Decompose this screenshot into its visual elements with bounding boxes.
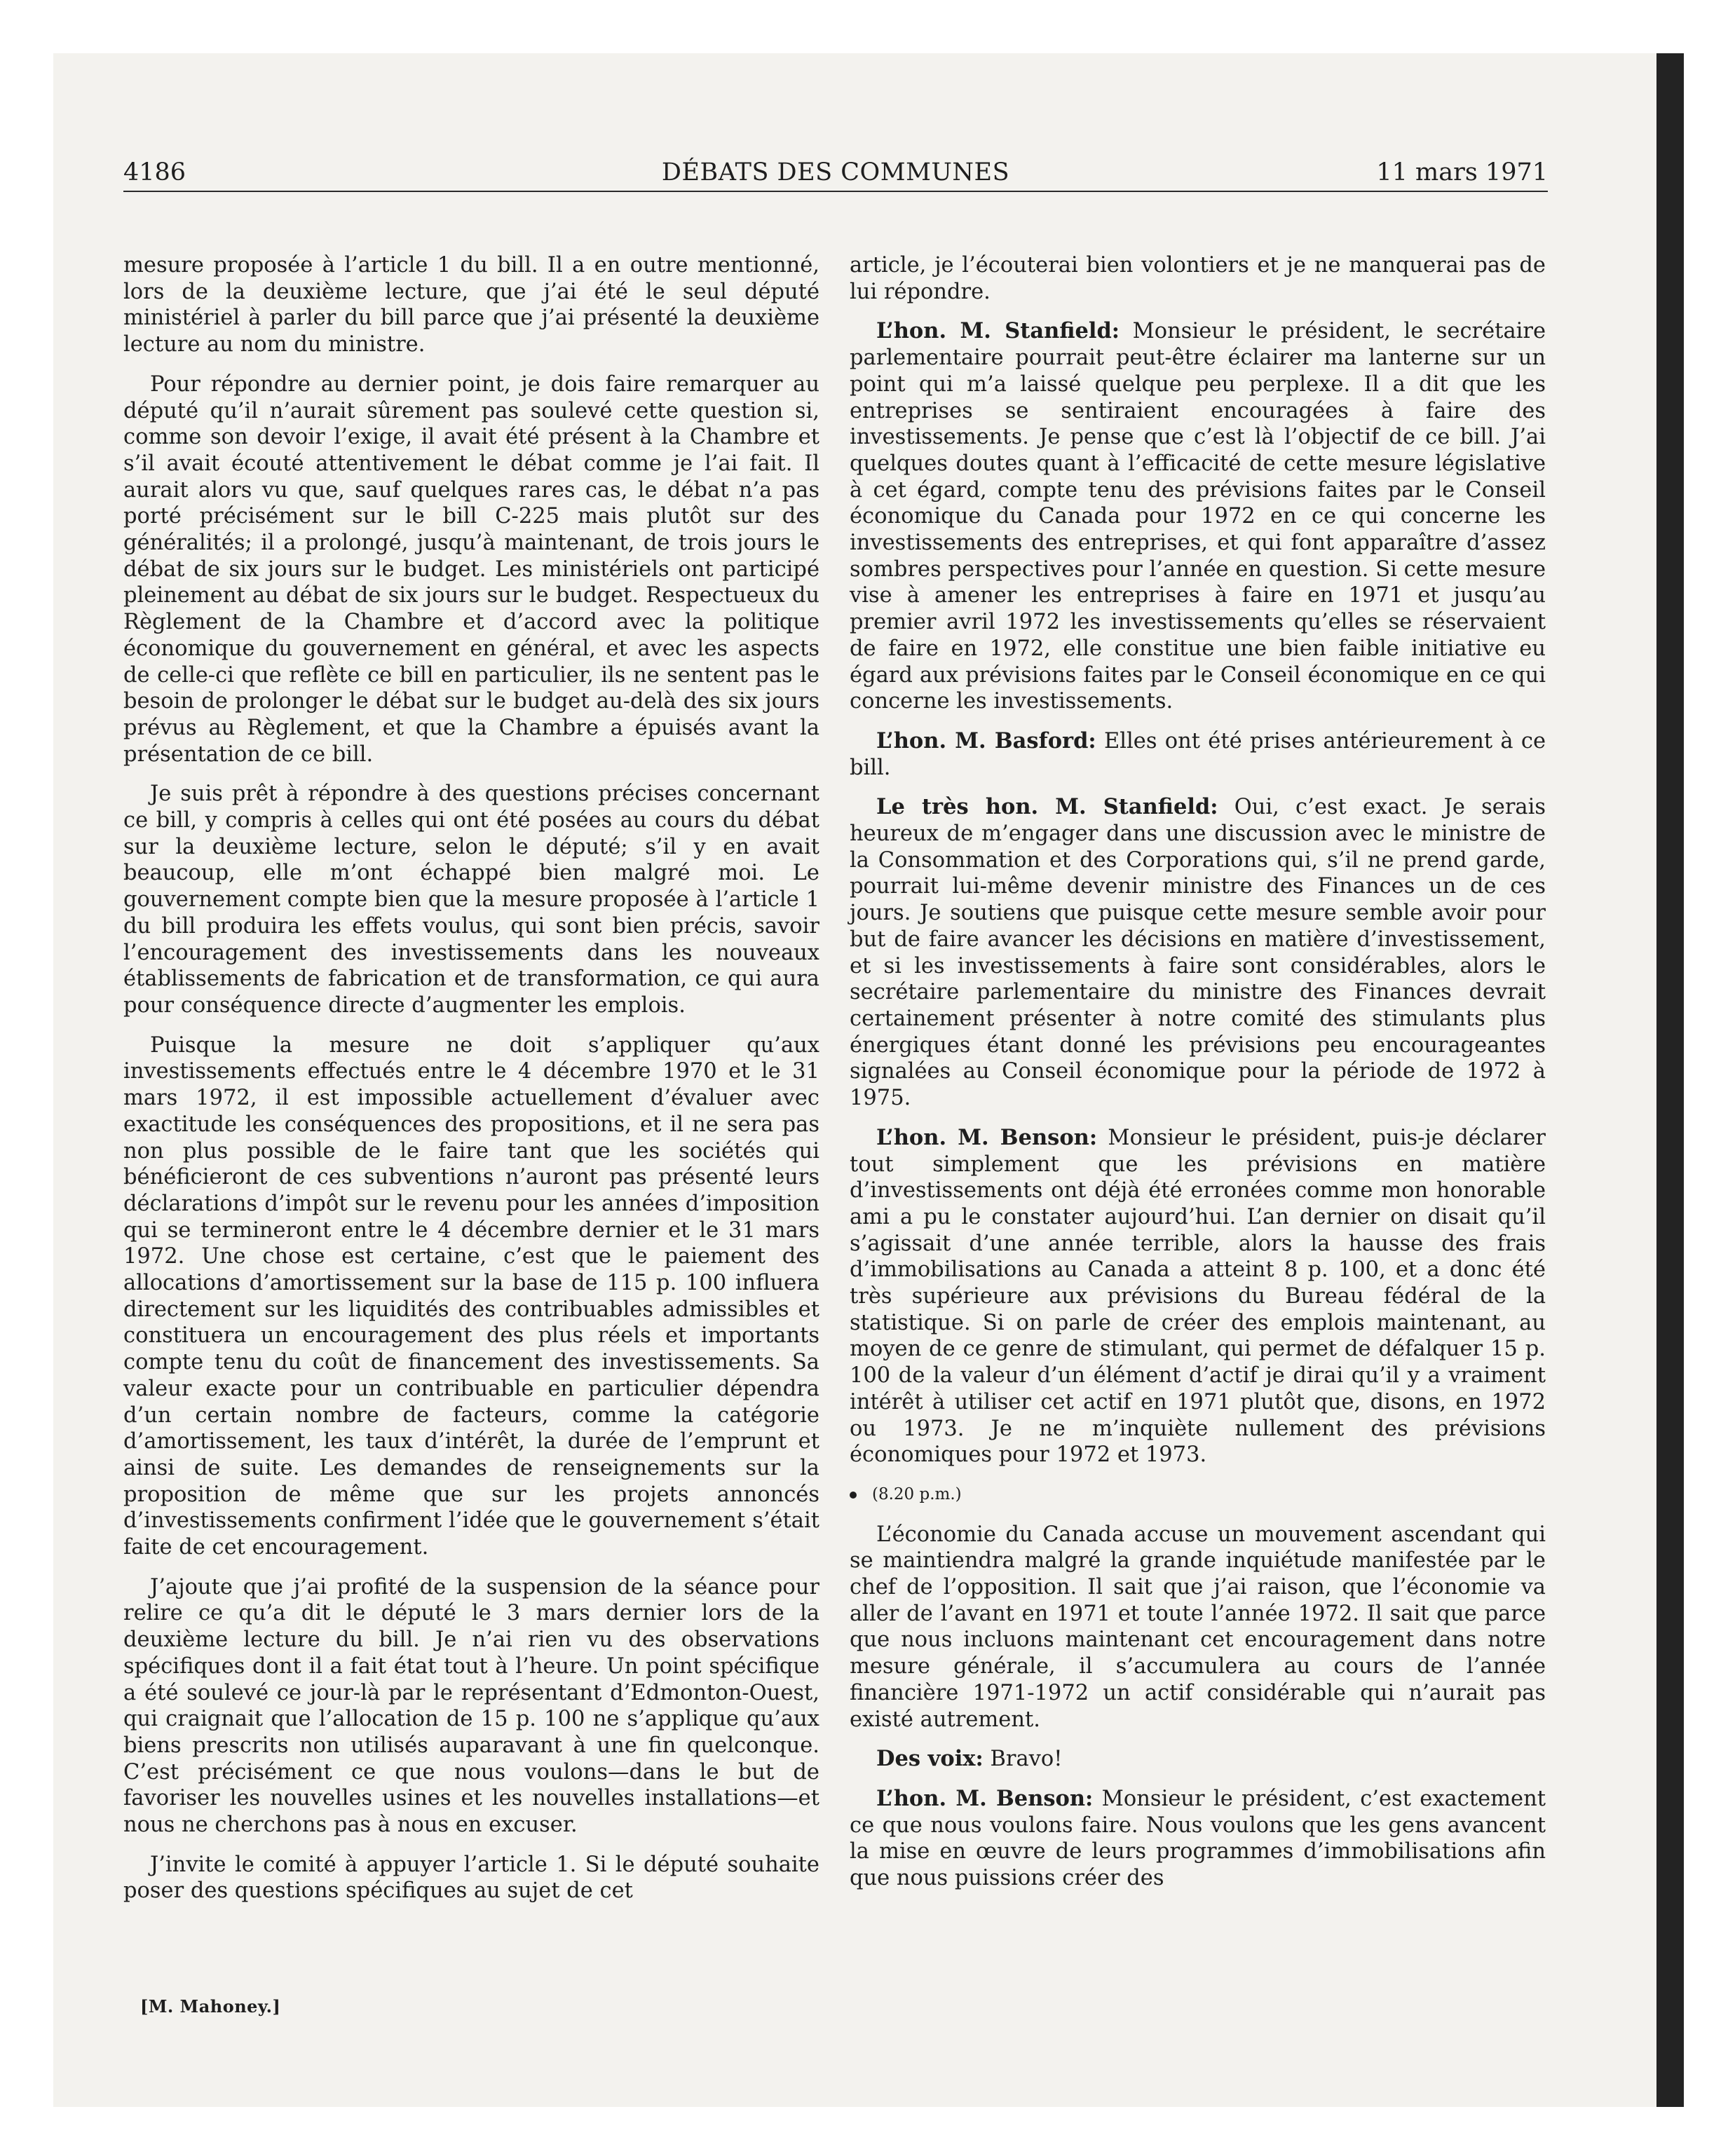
speaker-name: L’hon. M. Basford: [876,728,1096,753]
paragraph [850,252,1546,305]
speaker-name: L’hon. M. Benson: [876,1124,1098,1150]
left-column [123,252,819,1918]
time-marker [850,1482,1546,1508]
paragraph: Je suis prêt à répondre à des questions précises concernant ce bill, y compris à celles qui ont été posées au cours du débat sur la deuxième lecture, selon le député; s’il y en avait beaucoup, elle m’ont échappé bien malgré moi. Le gouvernement compte bien que la mesure proposée à l’article 1 du bill produira les effets voulus, qui sont bien précis, savoir l’encouragement des investissements dans les nouveaux établissements de fabrication et de transformation, ce qui aura pour conséquence directe d’augmenter les emplois. [123,782,819,1018]
speech-text: Oui, c’est exact. Je serais heureux de m’engager dans une discussion avec le ministre de la Consommation et des Corporations qui, s’il ne prend garde, pourrait lui-même devenir ministre des Finances un de ces jours. Je soutiens que puisque cette mesure semble avoir pour but de faire avancer les décisions en matière d’investissement, et si les investissements à faire sont considérables, alors le secrétaire parlementaire du ministre des Finances devrait certainement présenter à notre comité des stimulants plus énergiques étant donné les prévisions peu encourageantes signalées au Conseil économique pour la période de 1972 à 1975. [850,795,1546,1111]
issue-date: 11 mars 1971 [1376,158,1548,186]
speech-text: Monsieur le président, le secrétaire parlementaire pourrait peut-être éclairer ma lanterne sur un point qui m’a laissé quelque peu perplexe. Il a dit que les entreprises se sentiraient encouragées à faire des investissements. Je pense que c’est là l’objectif de ce bill. J’ai quelques doutes quant à l’efficacité de cette mesure législative à cet égard, compte tenu des prévisions faites par le Conseil économique du Canada pour 1972 en ce qui concerne les investissements des entreprises, et qui font apparaître d’assez sombres perspectives pour l’année en question. Si cette mesure vise à amener les entreprises à faire en 1971 et jusqu’au premier avril 1972 les investissements qu’elles se réservaient de faire en 1972, elle constitue une bien faible initiative eu égard aux prévisions faites par le Conseil économique en ce qui concerne les investissements. [850,319,1546,714]
timestamp-text: (8.20 p.m.) [872,1485,962,1503]
speech-text: Elles ont été prises antérieurement à ce bill. [850,728,1546,780]
paragraph-text: L’économie du Canada accuse un mouvement ascendant qui se maintiendra malgré la grande inquiétude manifestée par le chef de l’opposition. Il sait que j’ai raison, que l’économie va aller de l’avant en 1971 et toute l’année 1972. Il sait que parce que nous incluons maintenant cet encouragement dans notre mesure générale, il s’accumulera au cours de l’année financière 1971-1972 un actif considérable qui n’aurait pas existé autrement. [850,1522,1546,1732]
speech-text: Monsieur le président, puis-je déclarer tout simplement que les prévisions en matière d’investissements ont déjà été erronées comme mon honorable ami a pu le constater aujourd’hui. L’an dernier on disait qu’il s’agissait d’une année terrible, alors la hausse des frais d’immobilisations au Canada a atteint 8 p. 100, et a donc été très supérieure aux prévisions du Bureau fédéral de la statistique. Si on parle de créer des emplois maintenant, au moyen de ce genre de stimulant, qui permet de défalquer 15 p. 100 de la valeur d’un élément d’actif je dirai qu’il y a vraiment intérêt à utiliser cet actif en 1971 plutôt que, disons, en 1972 ou 1973. Je ne m’inquiète nullement des prévisions économiques pour 1972 et 1973. [850,1125,1546,1468]
paragraph: Puisque la mesure ne doit s’appliquer qu’aux investissements effectués entre le 4 décembre 1970 et le 31 mars 1972, il est impossible actuellement d’évaluer avec exactitude les conséquences des propositions, et il ne sera pas non plus possible de le faire tant que les sociétés qui bénéficieront de ces subventions n’auront pas présenté leurs déclarations d’impôt sur le revenu pour les années d’imposition qui se termineront entre le 4 décembre dernier et le 31 mars 1972. Une chose est certaine, c’est que le paiement des allocations d’amortissement sur la base de 115 p. 100 influera directement sur les liquidités des contribuables admissibles et constituera un encouragement des plus réels et importants compte tenu du coût de financement des investissements. Sa valeur exacte pour un contribuable en particulier dépendra d’un certain nombre de facteurs, comme la catégorie d’amortissement, les taux d’intérêt, la durée de l’emprunt et ainsi de suite. Les demandes de renseignements sur la proposition de même que sur les projets annoncés d’investissements confirment l’idée que le gouvernement s’était faite de cet encouragement. [123,1032,819,1560]
speaker-name: L’hon. M. Stanfield: [876,318,1120,344]
speech [850,794,1546,1111]
speech [850,1786,1546,1892]
speech-text: Monsieur le président, c’est exactement ce que nous voulons faire. Nous voulons que les gens avancent la mise en œuvre de leurs programmes d’immobilisations afin que nous puissions créer des [850,1786,1546,1891]
speech [850,1125,1546,1468]
speech [850,728,1546,781]
speaker-name: Des voix: [876,1746,984,1772]
speech [850,318,1546,715]
journal-title: DÉBATS DES COMMUNES [661,158,1010,186]
speech-text: Bravo! [983,1747,1063,1772]
page-number: 4186 [123,158,186,186]
paragraph [850,1522,1546,1733]
scan-edge-shadow [1656,53,1684,2107]
paragraph: J’invite le comité à appuyer l’article 1. Si le député souhaite poser des questions spécifiques au sujet de cet [123,1852,819,1904]
speaker-name: Le très hon. M. Stanfield: [876,794,1218,820]
paragraph: Pour répondre au dernier point, je dois faire remarquer au député qu’il n’aurait sûrement pas soulevé cette question si, comme son devoir l’exige, il avait été présent à la Chambre et s’il avait écouté attentivement le débat comme je l’ai fait. Il aurait alors vu que, sauf quelques rares cas, le débat n’a pas porté précisément sur le bill C-225 mais plutôt sur des généralités; il a prolongé, jusqu’à maintenant, de trois jours le débat de six jours sur le budget. Les ministériels ont participé pleinement au débat de six jours sur le budget. Respectueux du Règlement de la Chambre et d’accord avec la politique économique du gouvernement en général, et avec les aspects de celle-ci que reflète ce bill en particulier, ils ne sentent pas le besoin de prolonger le débat sur le budget au-delà des six jours prévus au Règlement, et que la Chambre a épuisés avant la présentation de ce bill. [123,371,819,767]
speech [850,1746,1546,1773]
page-header [123,156,1548,192]
right-column [850,252,1546,1905]
paragraph: mesure proposée à l’article 1 du bill. Il a en outre mentionné, lors de la deuxième lecture, que j’ai été le seul député ministériel à parler du bill parce que j’ai présenté la deuxième lecture au nom du ministre. [123,253,819,357]
paragraph-text: article, je l’écouterai bien volontiers et je ne manquerai pas de lui répondre. [850,253,1546,304]
footer-speaker-note: [M. Mahoney.] [140,1996,281,2017]
speaker-name: L’hon. M. Benson: [876,1785,1094,1811]
paragraph: J’ajoute que j’ai profité de la suspension de la séance pour relire ce qu’a dit le député le 3 mars dernier lors de la deuxième lecture du bill. Je n’ai rien vu des observations spécifiques dont il a fait état tout à l’heure. Un point spécifique a été soulevé ce jour-là par le représentant d’Edmonton-Ouest, qui craignait que l’allocation de 15 p. 100 ne s’applique qu’aux biens prescrits non utilisés auparavant à une fin quelconque. C’est précisément ce que nous voulons—dans le but de favoriser les nouvelles usines et les nouvelles installations—et nous ne cherchons pas à nous en excuser. [123,1574,819,1838]
bullet-icon [850,1492,857,1499]
